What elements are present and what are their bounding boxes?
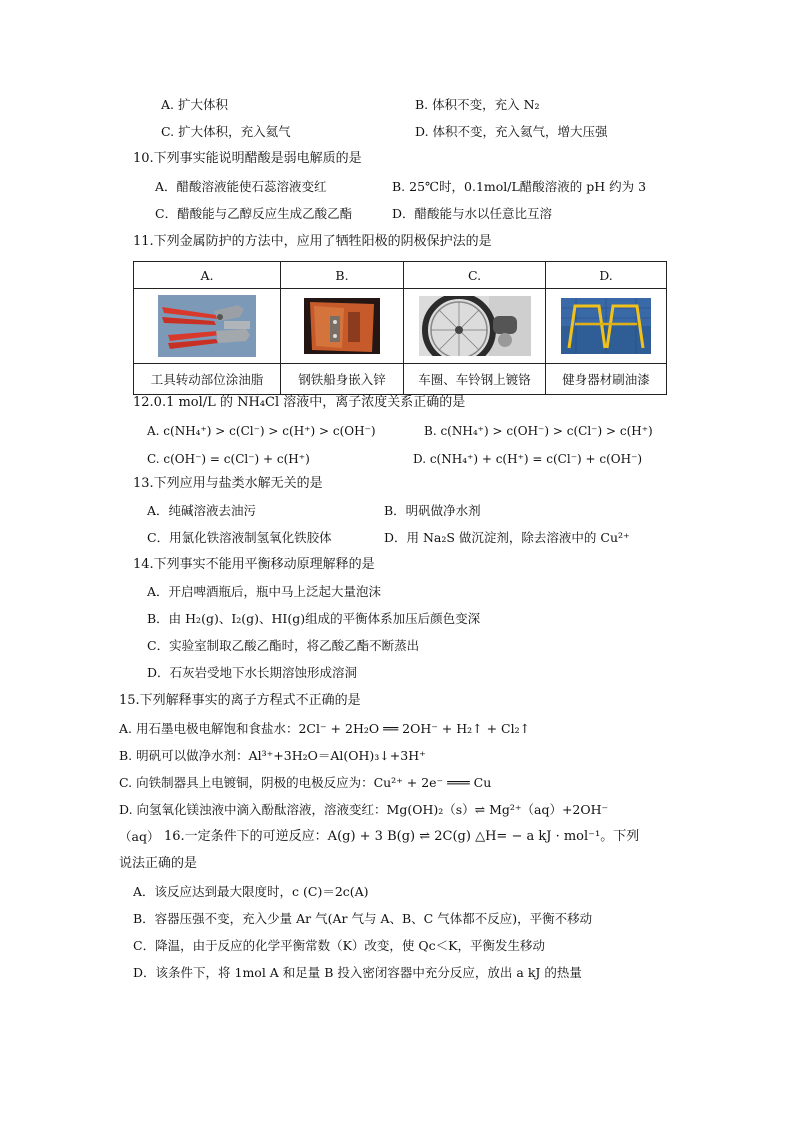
q9-option-b: B. 体积不变，充入 N₂ [415, 97, 540, 112]
q13-option-c: C．用氯化铁溶液制氢氧化铁胶体 [147, 530, 332, 545]
q12-option-a: A. c(NH₄⁺) > c(Cl⁻) > c(H⁺) > c(OH⁻) [147, 424, 376, 438]
q11-header-b: B. [281, 262, 404, 289]
q13-stem: 13.下列应用与盐类水解无关的是 [133, 476, 323, 491]
q16-option-b: B．容器压强不变，充入少量 Ar 气(Ar 气与 A、B、C 气体都不反应)，平衡不移动 [133, 911, 593, 926]
q11-caption-d: 健身器材刷油漆 [546, 364, 667, 395]
q13-option-a: A．纯碱溶液去油污 [147, 503, 257, 518]
q12-option-b: B. c(NH₄⁺) > c(OH⁻) > c(Cl⁻) > c(H⁺) [424, 424, 653, 438]
q11-header-d: D. [546, 262, 667, 289]
q14-option-d: D．石灰岩受地下水长期溶蚀形成溶洞 [147, 665, 358, 680]
q10-option-b: B. 25℃时，0.1mol/L醋酸溶液的 pH 约为 3 [392, 179, 647, 194]
q11-image-d [546, 289, 667, 364]
q12-option-c: C. c(OH⁻) = c(Cl⁻) + c(H⁺) [147, 452, 310, 466]
q11-caption-a: 工具转动部位涂油脂 [134, 364, 281, 395]
q16-stem: 16.一定条件下的可逆反应：A(g) + 3 B(g) ⇌ 2C(g) △H= − a kJ · mol⁻¹。下列 [164, 829, 640, 844]
q16-option-a: A．该反应达到最大限度时，c (C)＝2c(A) [133, 884, 369, 899]
q15-option-a: A. 用石墨电极电解饱和食盐水：2Cl⁻ + 2H₂O ══ 2OH⁻ + H₂↑ + Cl₂↑ [119, 721, 531, 736]
q11-caption-b: 钢铁船身嵌入锌 [281, 364, 404, 395]
q14-option-a: A．开启啤酒瓶后，瓶中马上泛起大量泡沫 [147, 584, 382, 599]
q14-stem: 14.下列事实不能用平衡移动原理解释的是 [133, 557, 375, 572]
q13-option-d: D．用 Na₂S 做沉淀剂，除去溶液中的 Cu²⁺ [384, 530, 630, 545]
pliers-wrench-photo [158, 295, 256, 357]
q10-option-d: D．醋酸能与水以任意比互溶 [392, 206, 553, 221]
q14-option-c: C．实验室制取乙酸乙酯时，将乙酸乙酯不断蒸出 [147, 638, 420, 653]
bicycle-wheel-photo [419, 296, 531, 356]
q15-option-c: C. 向铁制器具上电镀铜，阴极的电极反应为：Cu²⁺ + 2e⁻ ═══ Cu [119, 775, 492, 790]
q14-option-b: B．由 H₂(g)、I₂(g)、HI(g)组成的平衡体系加压后颜色变深 [147, 611, 481, 626]
q15-option-b: B. 明矾可以做净水剂：Al³⁺+3H₂O＝Al(OH)₃↓+3H⁺ [119, 748, 426, 763]
ship-hull-zinc-photo [304, 298, 380, 354]
q16-stem-cont: 说法正确的是 [119, 856, 198, 871]
q9-option-c: C. 扩大体积，充入氦气 [161, 124, 291, 139]
q9-option-a: A. 扩大体积 [161, 97, 228, 112]
q11-stem: 11.下列金属防护的方法中，应用了牺牲阳极的阴极保护法的是 [133, 234, 492, 249]
q11-image-c [404, 289, 546, 364]
q10-option-c: C．醋酸能与乙醇反应生成乙酸乙酯 [155, 206, 353, 221]
q10-stem: 10.下列事实能说明醋酸是弱电解质的是 [133, 151, 362, 166]
fitness-equipment-photo [561, 298, 651, 354]
q15-stem: 15.下列解释事实的离子方程式不正确的是 [119, 693, 361, 708]
q9-option-d: D. 体积不变，充入氦气，增大压强 [415, 124, 608, 139]
q12-option-d: D. c(NH₄⁺) + c(H⁺) = c(Cl⁻) + c(OH⁻) [413, 452, 643, 466]
q15-option-d-cont: （aq） [119, 829, 160, 844]
q11-header-a: A. [134, 262, 281, 289]
q15-option-d: D. 向氢氧化镁浊液中滴入酚酞溶液，溶液变红：Mg(OH)₂（s）⇌ Mg²⁺（aq）+2OH⁻ [119, 802, 609, 817]
q16-option-d: D．该条件下，将 1mol A 和足量 B 投入密闭容器中充分反应，放出 a kJ 的热量 [133, 965, 582, 980]
q11-caption-c: 车圈、车铃钢上镀铬 [404, 364, 546, 395]
q11-table [133, 261, 667, 395]
q11-header-c: C. [404, 262, 546, 289]
q11-image-b [281, 289, 404, 364]
q16-option-c: C．降温，由于反应的化学平衡常数（K）改变，使 Qc＜K，平衡发生移动 [133, 938, 545, 953]
q11-image-a [134, 289, 281, 364]
q13-option-b: B．明矾做净水剂 [384, 503, 481, 518]
q12-stem: 12.0.1 mol/L 的 NH₄Cl 溶液中，离子浓度关系正确的是 [133, 395, 466, 410]
q10-option-a: A．醋酸溶液能使石蕊溶液变红 [155, 179, 327, 194]
